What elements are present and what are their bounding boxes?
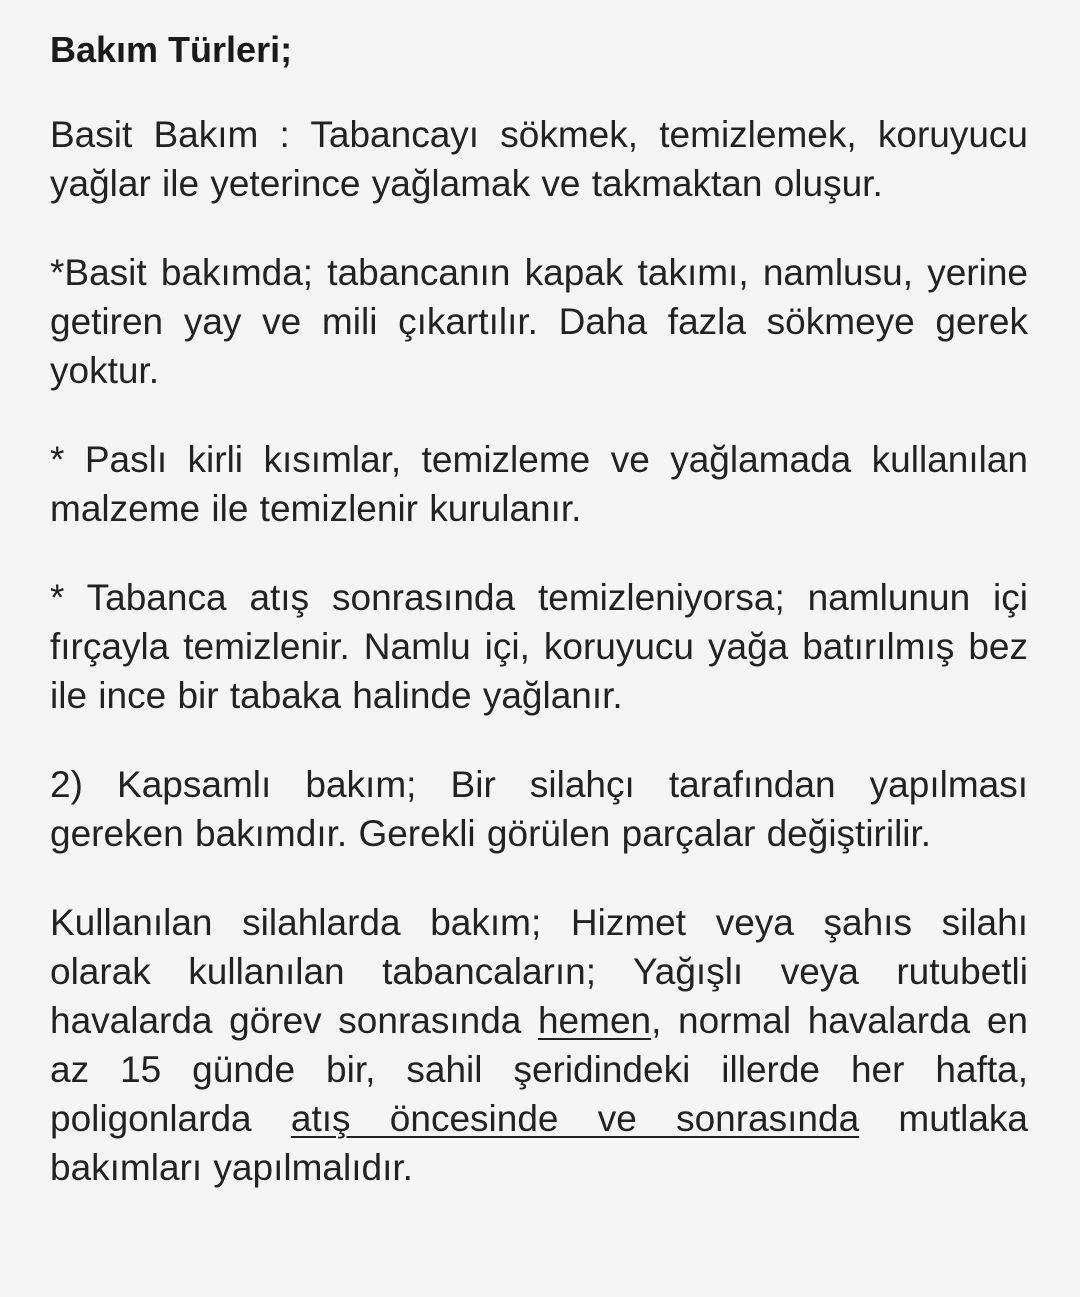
paragraph-pasli-kirli: * Paslı kirli kısımlar, temizleme ve yağlamada kullanılan malzeme ile temizlenir kurulanır. bbox=[50, 439, 1028, 529]
paragraph-kapsamli-bakim: 2) Kapsamlı bakım; Bir silahçı tarafından yapılması gereken bakımdır. Gerekli görülen parçalar değiştirilir. bbox=[50, 764, 1028, 854]
underlined-text-hemen: hemen bbox=[537, 1000, 652, 1041]
paragraph-basit-bakim: Basit Bakım : Tabancayı sökmek, temizlemek, koruyucu yağlar ile yeterince yağlamak ve takmaktan oluşur. bbox=[50, 114, 1028, 204]
paragraph-kullanilan-silahlar bbox=[50, 898, 1028, 1192]
underlined-text-atis-oncesinde: atış öncesinde ve sonrasında bbox=[290, 1098, 860, 1139]
paragraph-text-part3: mutlaka bakımları yapılmalıdır. bbox=[50, 1098, 1028, 1188]
section-title: Bakım Türleri; bbox=[50, 29, 293, 70]
paragraph-text-part1: Kullanılan silahlarda bakım; Hizmet veya şahıs silahı olarak kullanılan tabancaların; Yağışlı veya rutubetli havalarda görev sonrasında bbox=[50, 902, 1028, 1041]
paragraph-basit-bakimda: *Basit bakımda; tabancanın kapak takımı, namlusu, yerine getiren yay ve mili çıkartılır. Daha fazla sökmeye gerek yoktur. bbox=[50, 252, 1028, 391]
paragraph-atis-sonrasi: * Tabanca atış sonrasında temizleniyorsa; namlunun içi fırçayla temizlenir. Namlu içi, koruyucu yağa batırılmış bez ile ince bir tabaka halinde yağlanır. bbox=[50, 577, 1028, 716]
paragraph-text-part2: , normal havalarda en az 15 günde bir, sahil şeridindeki illerde her hafta, poligonlarda bbox=[50, 1000, 1028, 1139]
